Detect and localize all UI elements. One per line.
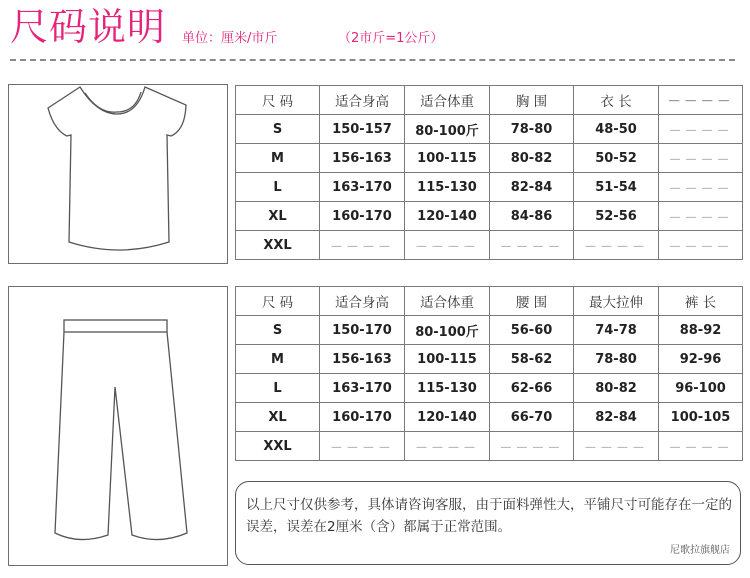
pants-icon <box>9 287 227 565</box>
table-cell: 100-115 <box>405 144 490 173</box>
table-cell: 156-163 <box>320 144 405 173</box>
header-cell: 衣 长 <box>574 86 659 115</box>
header-cell: 最大拉伸 <box>574 287 659 316</box>
shop-name: 尼歌拉旗舰店 <box>670 545 730 556</box>
table-cell: 82-84 <box>490 173 574 202</box>
table-cell: 120-140 <box>405 403 490 432</box>
size-cell: XL <box>236 403 320 432</box>
table-cell: 160-170 <box>320 202 405 231</box>
unit-label: 单位：厘米/市斤 <box>182 31 278 46</box>
header-cell: 适合体重 <box>405 86 490 115</box>
table-row <box>236 316 743 345</box>
table-cell: 50-52 <box>574 144 659 173</box>
table-cell: －－－－ <box>659 202 743 231</box>
size-cell: XXL <box>236 432 320 461</box>
table-row <box>236 173 743 202</box>
table-cell: －－－－ <box>659 115 743 144</box>
size-cell: S <box>236 115 320 144</box>
table-cell: －－－－ <box>405 231 490 260</box>
table-cell: 150-157 <box>320 115 405 144</box>
table-cell: 100-115 <box>405 345 490 374</box>
table-cell: 80-100斤 <box>405 115 490 144</box>
conversion-label: （2市斤=1公斤） <box>338 31 444 46</box>
tshirt-icon <box>9 85 227 263</box>
dashed-divider <box>10 59 735 61</box>
table-cell: －－－－ <box>320 432 405 461</box>
table-cell: －－－－ <box>659 231 743 260</box>
size-cell: M <box>236 144 320 173</box>
table-header-row <box>236 287 743 316</box>
table-cell: 82-84 <box>574 403 659 432</box>
table-row <box>236 231 743 260</box>
table-cell: 163-170 <box>320 374 405 403</box>
header-cell: 适合身高 <box>320 86 405 115</box>
disclaimer-note <box>235 481 741 565</box>
table-cell: 78-80 <box>574 345 659 374</box>
table-cell: －－－－ <box>574 231 659 260</box>
table-cell: 52-56 <box>574 202 659 231</box>
table-row <box>236 374 743 403</box>
disclaimer-text: 以上尺寸仅供参考，具体请咨询客服，由于面料弹性大，平铺尺寸可能存在一定的误差，误差在2厘米（含）都属于正常范围。 <box>246 497 732 535</box>
table-header-row <box>236 86 743 115</box>
size-cell: XL <box>236 202 320 231</box>
table-row <box>236 202 743 231</box>
table-cell: 62-66 <box>490 374 574 403</box>
table-cell: 160-170 <box>320 403 405 432</box>
table-cell: 56-60 <box>490 316 574 345</box>
page-title: 尺码说明 <box>10 5 167 49</box>
table-row <box>236 115 743 144</box>
table-cell: －－－－ <box>490 432 574 461</box>
table-cell: 48-50 <box>574 115 659 144</box>
table-row <box>236 432 743 461</box>
table-cell: －－－－ <box>490 231 574 260</box>
table-cell: 150-170 <box>320 316 405 345</box>
header-cell: 尺 码 <box>236 86 320 115</box>
table-cell: 84-86 <box>490 202 574 231</box>
table-row <box>236 345 743 374</box>
top-size-table <box>235 85 743 260</box>
table-cell: 115-130 <box>405 374 490 403</box>
table-row <box>236 403 743 432</box>
table-cell: 74-78 <box>574 316 659 345</box>
bottom-size-table <box>235 286 743 461</box>
table-cell: 51-54 <box>574 173 659 202</box>
table-cell: 163-170 <box>320 173 405 202</box>
header-cell: 适合身高 <box>320 287 405 316</box>
table-cell: 88-92 <box>659 316 743 345</box>
table-cell: 115-130 <box>405 173 490 202</box>
table-cell: －－－－ <box>659 144 743 173</box>
table-cell: －－－－ <box>659 432 743 461</box>
table-cell: －－－－ <box>574 432 659 461</box>
pants-illustration-box <box>8 286 228 566</box>
table-cell: 80-100斤 <box>405 316 490 345</box>
table-cell: 120-140 <box>405 202 490 231</box>
size-cell: M <box>236 345 320 374</box>
table-cell: 96-100 <box>659 374 743 403</box>
table-cell: 100-105 <box>659 403 743 432</box>
table-cell: 80-82 <box>490 144 574 173</box>
table-cell: －－－－ <box>320 231 405 260</box>
header-cell: 裤 长 <box>659 287 743 316</box>
table-cell: 92-96 <box>659 345 743 374</box>
table-cell: 78-80 <box>490 115 574 144</box>
table-cell: 58-62 <box>490 345 574 374</box>
table-cell: 156-163 <box>320 345 405 374</box>
size-cell: XXL <box>236 231 320 260</box>
header-cell: 胸 围 <box>490 86 574 115</box>
header-cell: 适合体重 <box>405 287 490 316</box>
size-cell: S <box>236 316 320 345</box>
header-cell: 尺 码 <box>236 287 320 316</box>
table-cell: 66-70 <box>490 403 574 432</box>
table-cell: －－－－ <box>405 432 490 461</box>
header-cell: 腰 围 <box>490 287 574 316</box>
header-cell: －－－－ <box>659 86 743 115</box>
table-cell: －－－－ <box>659 173 743 202</box>
tshirt-illustration-box <box>8 84 228 264</box>
size-cell: L <box>236 374 320 403</box>
table-cell: 80-82 <box>574 374 659 403</box>
table-row <box>236 144 743 173</box>
size-cell: L <box>236 173 320 202</box>
